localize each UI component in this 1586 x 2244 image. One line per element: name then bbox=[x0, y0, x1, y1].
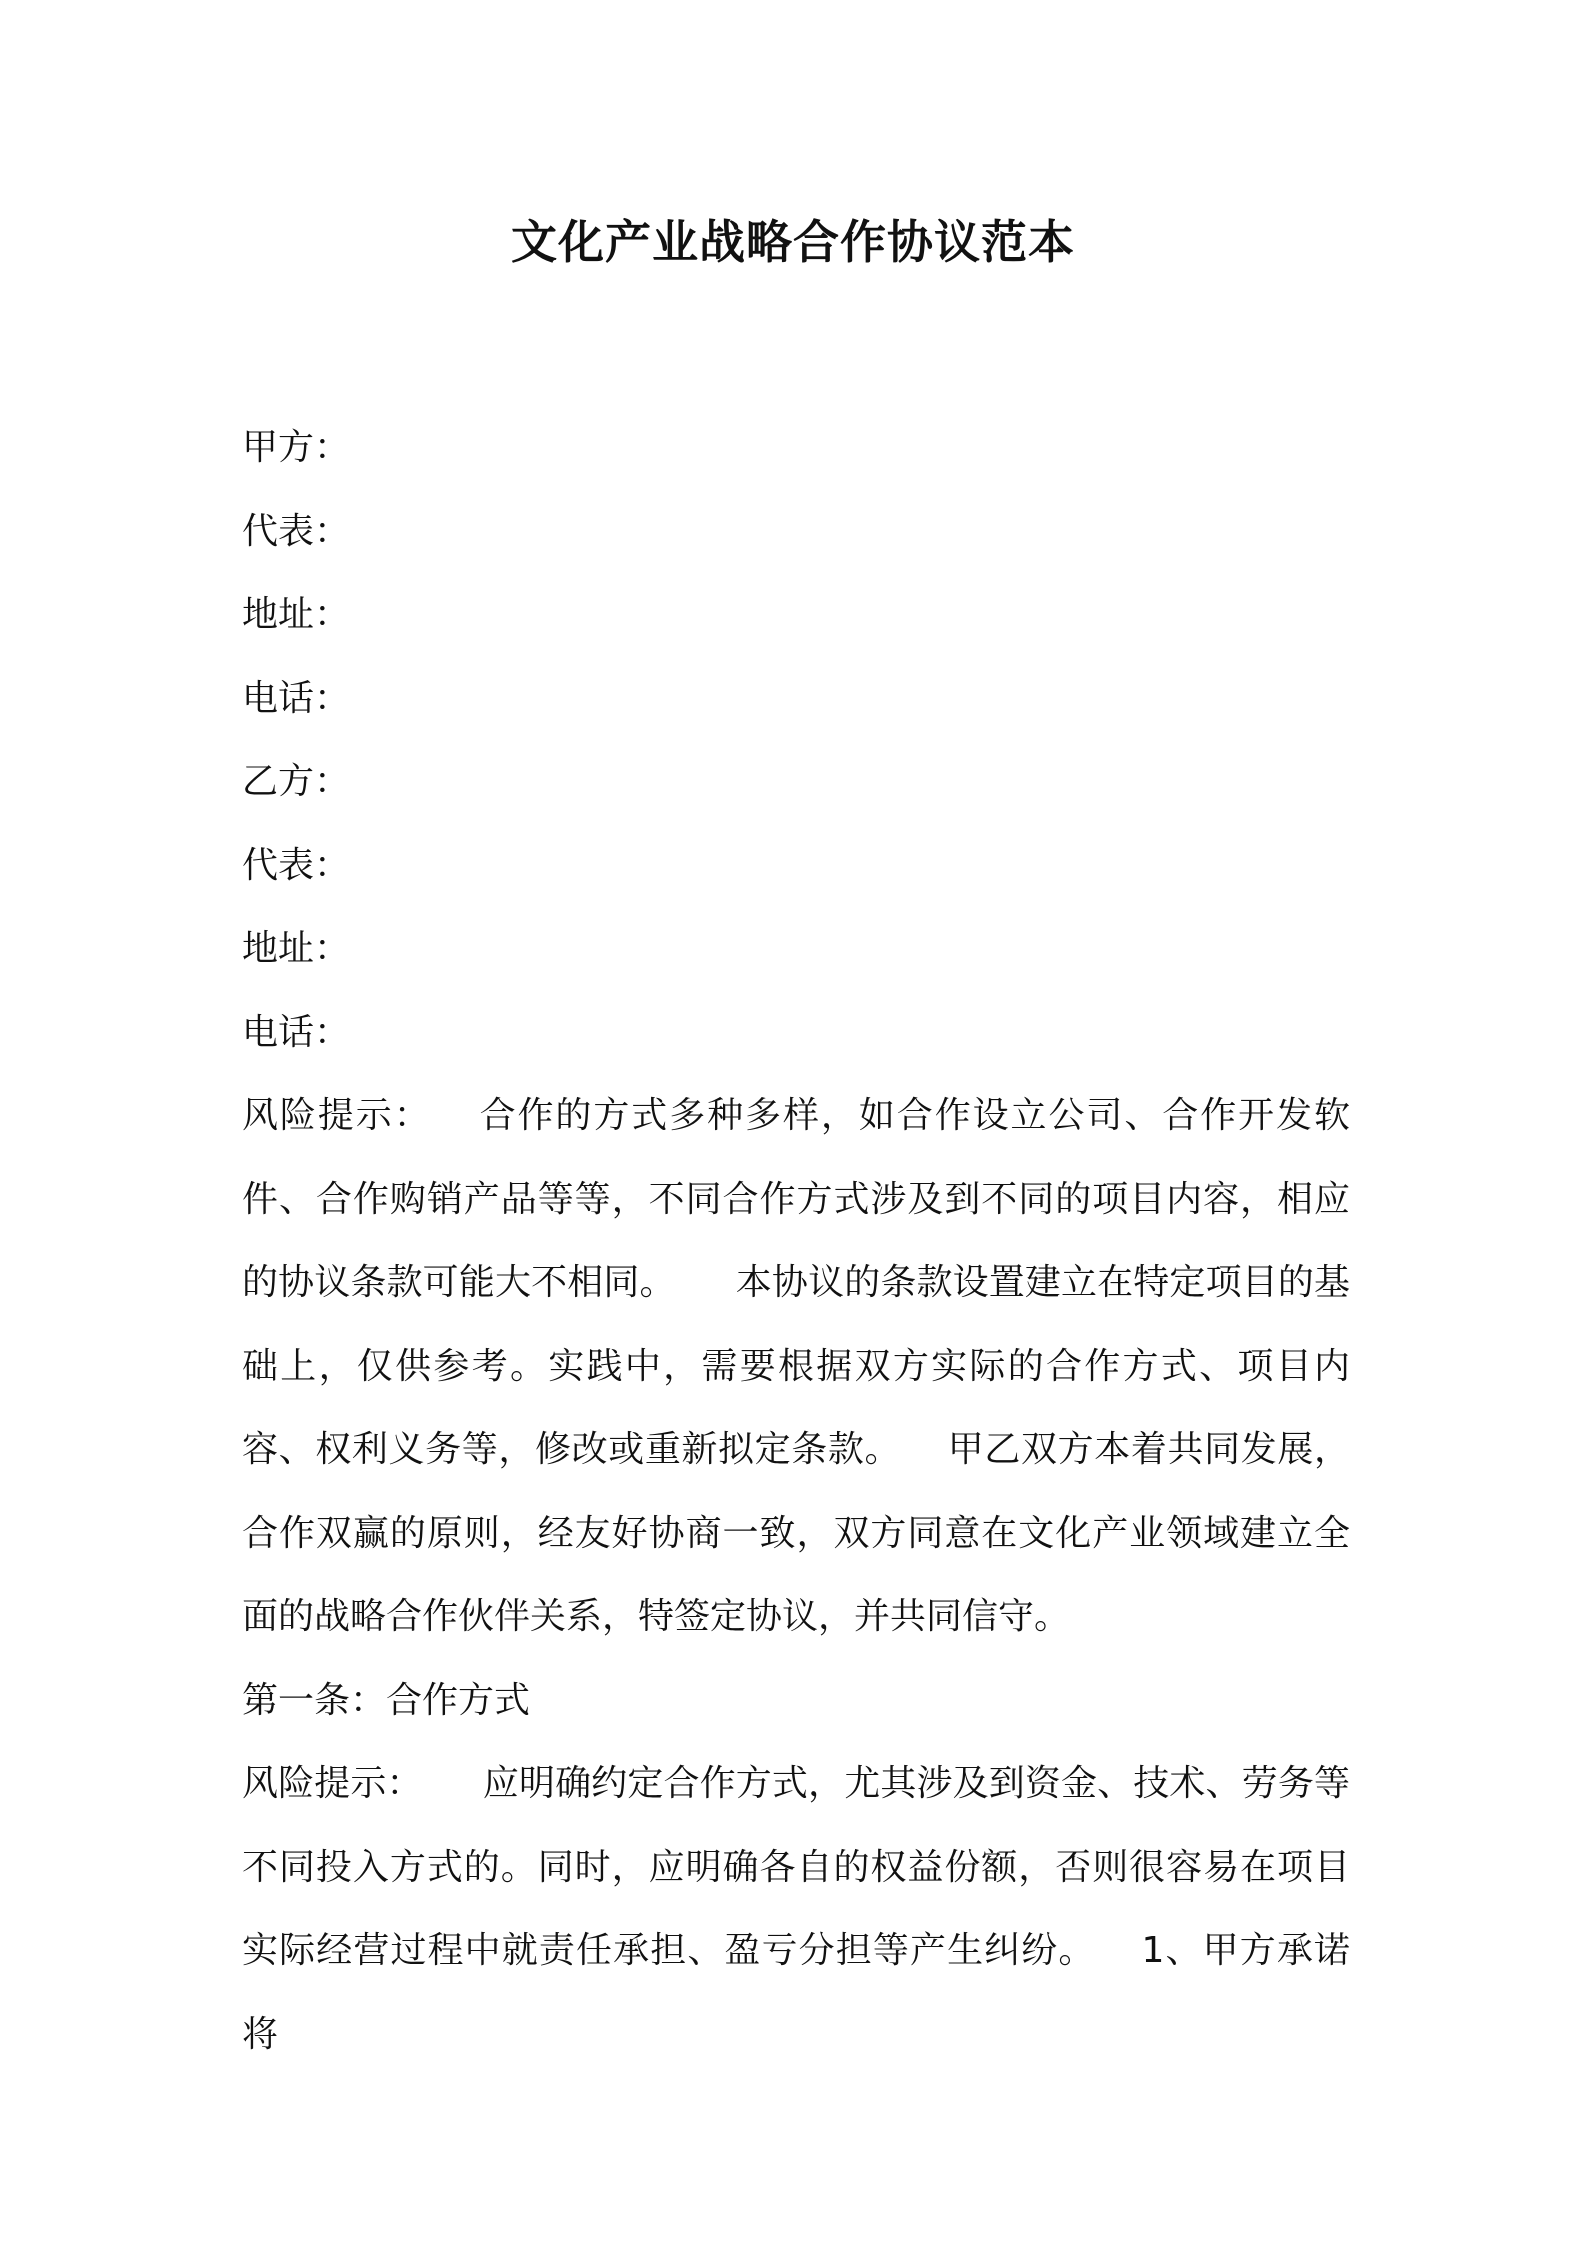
party-b-address-field: 地址： bbox=[242, 928, 351, 969]
reference-note-text: 本协议的条款设置建立在特定项目的基础上，仅供参考。实践中，需要根据双方实际的合作方式、项目内容、权利义务等，修改或重新拟定条款。 bbox=[242, 1262, 1350, 1470]
party-a-name-field: 甲方： bbox=[242, 427, 351, 468]
risk-notice-text: 合作的方式多种多样，如合作设立公司、合作开发软件、合作购销产品等等，不同合作方式涉及到不同的项目内容，相应的协议条款可能大不相同。 bbox=[242, 1095, 1350, 1303]
party-b-name-field: 乙方： bbox=[242, 761, 351, 802]
party-a-representative-field: 代表： bbox=[242, 510, 351, 552]
risk-notice-text: 应明确约定合作方式，尤其涉及到资金、技术、劳务等不同投入方式的。同时，应明确各自的权益份额，否则很容易在项目实际经营过程中就责任承担、盈亏分担等产生纠纷。 bbox=[242, 1763, 1350, 1971]
article-1-heading: 第一条：合作方式 bbox=[242, 1679, 531, 1721]
clause-1-text: 1、甲方承诺将 bbox=[242, 1930, 1350, 2055]
risk-notice-label: 风险提示： bbox=[242, 1095, 432, 1136]
risk-notice-label: 风险提示： bbox=[242, 1763, 423, 1804]
party-a-phone-field: 电话： bbox=[242, 677, 351, 719]
risk-notice-paragraph-intro bbox=[242, 1074, 1350, 1659]
party-a-address-field: 地址： bbox=[242, 594, 351, 635]
party-b-representative-field: 代表： bbox=[242, 844, 351, 886]
document-title: 文化产业战略合作协议范本 bbox=[511, 215, 1075, 269]
preamble-text: 甲乙双方本着共同发展，合作双赢的原则，经友好协商一致，双方同意在文化产业领域建立全面的战略合作伙伴关系，特签定协议，并共同信守。 bbox=[242, 1429, 1350, 1637]
party-b-phone-field: 电话： bbox=[242, 1011, 351, 1053]
document-body bbox=[242, 406, 1350, 2076]
risk-notice-paragraph-article-1 bbox=[242, 1742, 1350, 2076]
